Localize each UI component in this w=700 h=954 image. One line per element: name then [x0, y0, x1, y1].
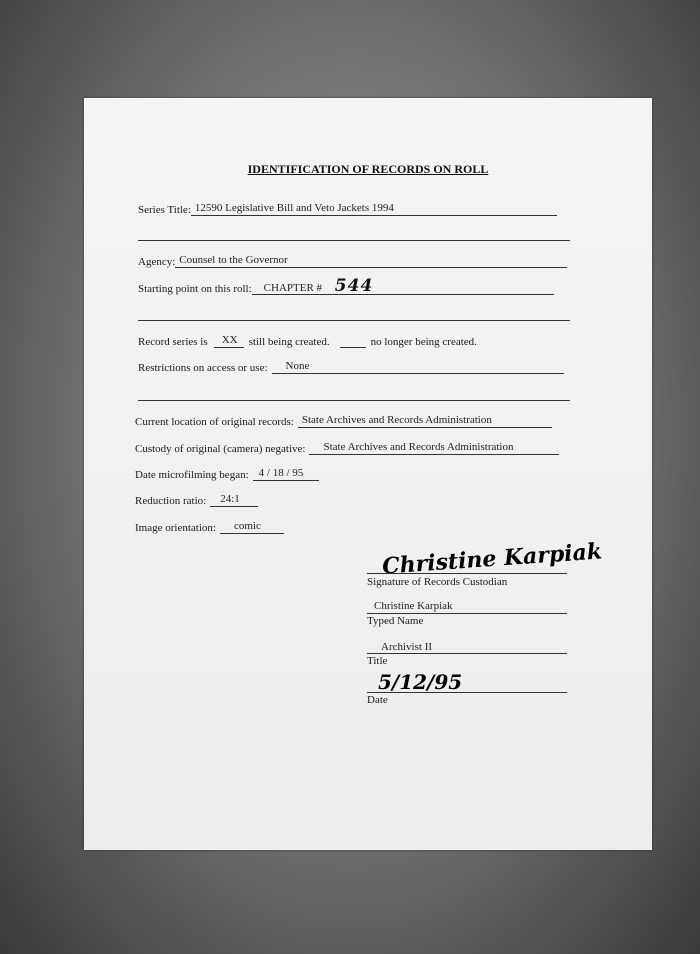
title-value: Archivist II — [381, 641, 433, 653]
series-title-value: 12590 Legislative Bill and Veto Jackets 1994 — [191, 202, 557, 216]
custodian-date-handwritten: 5/12/95 — [378, 670, 463, 694]
record-series-row — [138, 334, 477, 348]
starting-point-field — [252, 278, 554, 295]
starting-point-handwritten: 544 — [334, 276, 374, 296]
restrictions-label: Restrictions on access or use: — [138, 362, 268, 374]
series-title-continuation-line — [138, 240, 570, 241]
starting-point-label: Starting point on this roll: — [138, 283, 252, 295]
reduction-label: Reduction ratio: — [135, 495, 207, 507]
current-location-row — [135, 414, 552, 428]
agency-row — [138, 254, 567, 268]
starting-point-continuation-line — [138, 320, 570, 321]
custody-row — [135, 441, 559, 455]
date-began-value: 4 / 18 / 95 — [253, 467, 319, 481]
series-title-label: Series Title: — [138, 204, 191, 216]
title-line — [367, 653, 567, 654]
typed-name-value: Christine Karpiak — [374, 600, 453, 612]
title-label: Title — [367, 655, 388, 667]
restrictions-value: None — [272, 360, 564, 374]
current-location-value: State Archives and Records Administration — [298, 414, 552, 428]
record-series-prefix: Record series is — [138, 336, 208, 348]
orientation-value: comic — [220, 520, 284, 534]
typed-name-line — [367, 613, 567, 614]
agency-label: Agency: — [138, 256, 176, 268]
series-title-row — [138, 202, 557, 216]
reduction-value: 24:1 — [210, 493, 258, 507]
custody-label: Custody of original (camera) negative: — [135, 443, 306, 455]
custodian-signature: Christine Karpiak — [381, 538, 603, 580]
starting-point-value: CHAPTER # — [263, 282, 323, 294]
agency-value: Counsel to the Governor — [175, 254, 567, 268]
current-location-label: Current location of original records: — [135, 416, 294, 428]
date-began-label: Date microfilming began: — [135, 469, 249, 481]
signature-line — [367, 573, 567, 574]
orientation-row — [135, 520, 284, 534]
record-series-still-mark: XX — [214, 334, 244, 348]
document-page — [84, 98, 652, 850]
record-series-still-label: still being created. — [248, 336, 330, 348]
date-line — [367, 692, 567, 693]
date-began-row — [135, 467, 319, 481]
signature-label: Signature of Records Custodian — [367, 576, 508, 588]
starting-point-row — [138, 278, 554, 295]
form-heading: IDENTIFICATION OF RECORDS ON ROLL — [247, 162, 489, 176]
record-series-no-longer-mark — [340, 334, 366, 348]
typed-name-label: Typed Name — [367, 615, 424, 627]
custody-value: State Archives and Records Administration — [309, 441, 559, 455]
restrictions-row — [138, 360, 564, 374]
orientation-label: Image orientation: — [135, 522, 216, 534]
restrictions-continuation-line — [138, 400, 570, 401]
date-label: Date — [367, 694, 388, 706]
record-series-no-longer-label: no longer being created. — [370, 336, 477, 348]
reduction-row — [135, 493, 258, 507]
